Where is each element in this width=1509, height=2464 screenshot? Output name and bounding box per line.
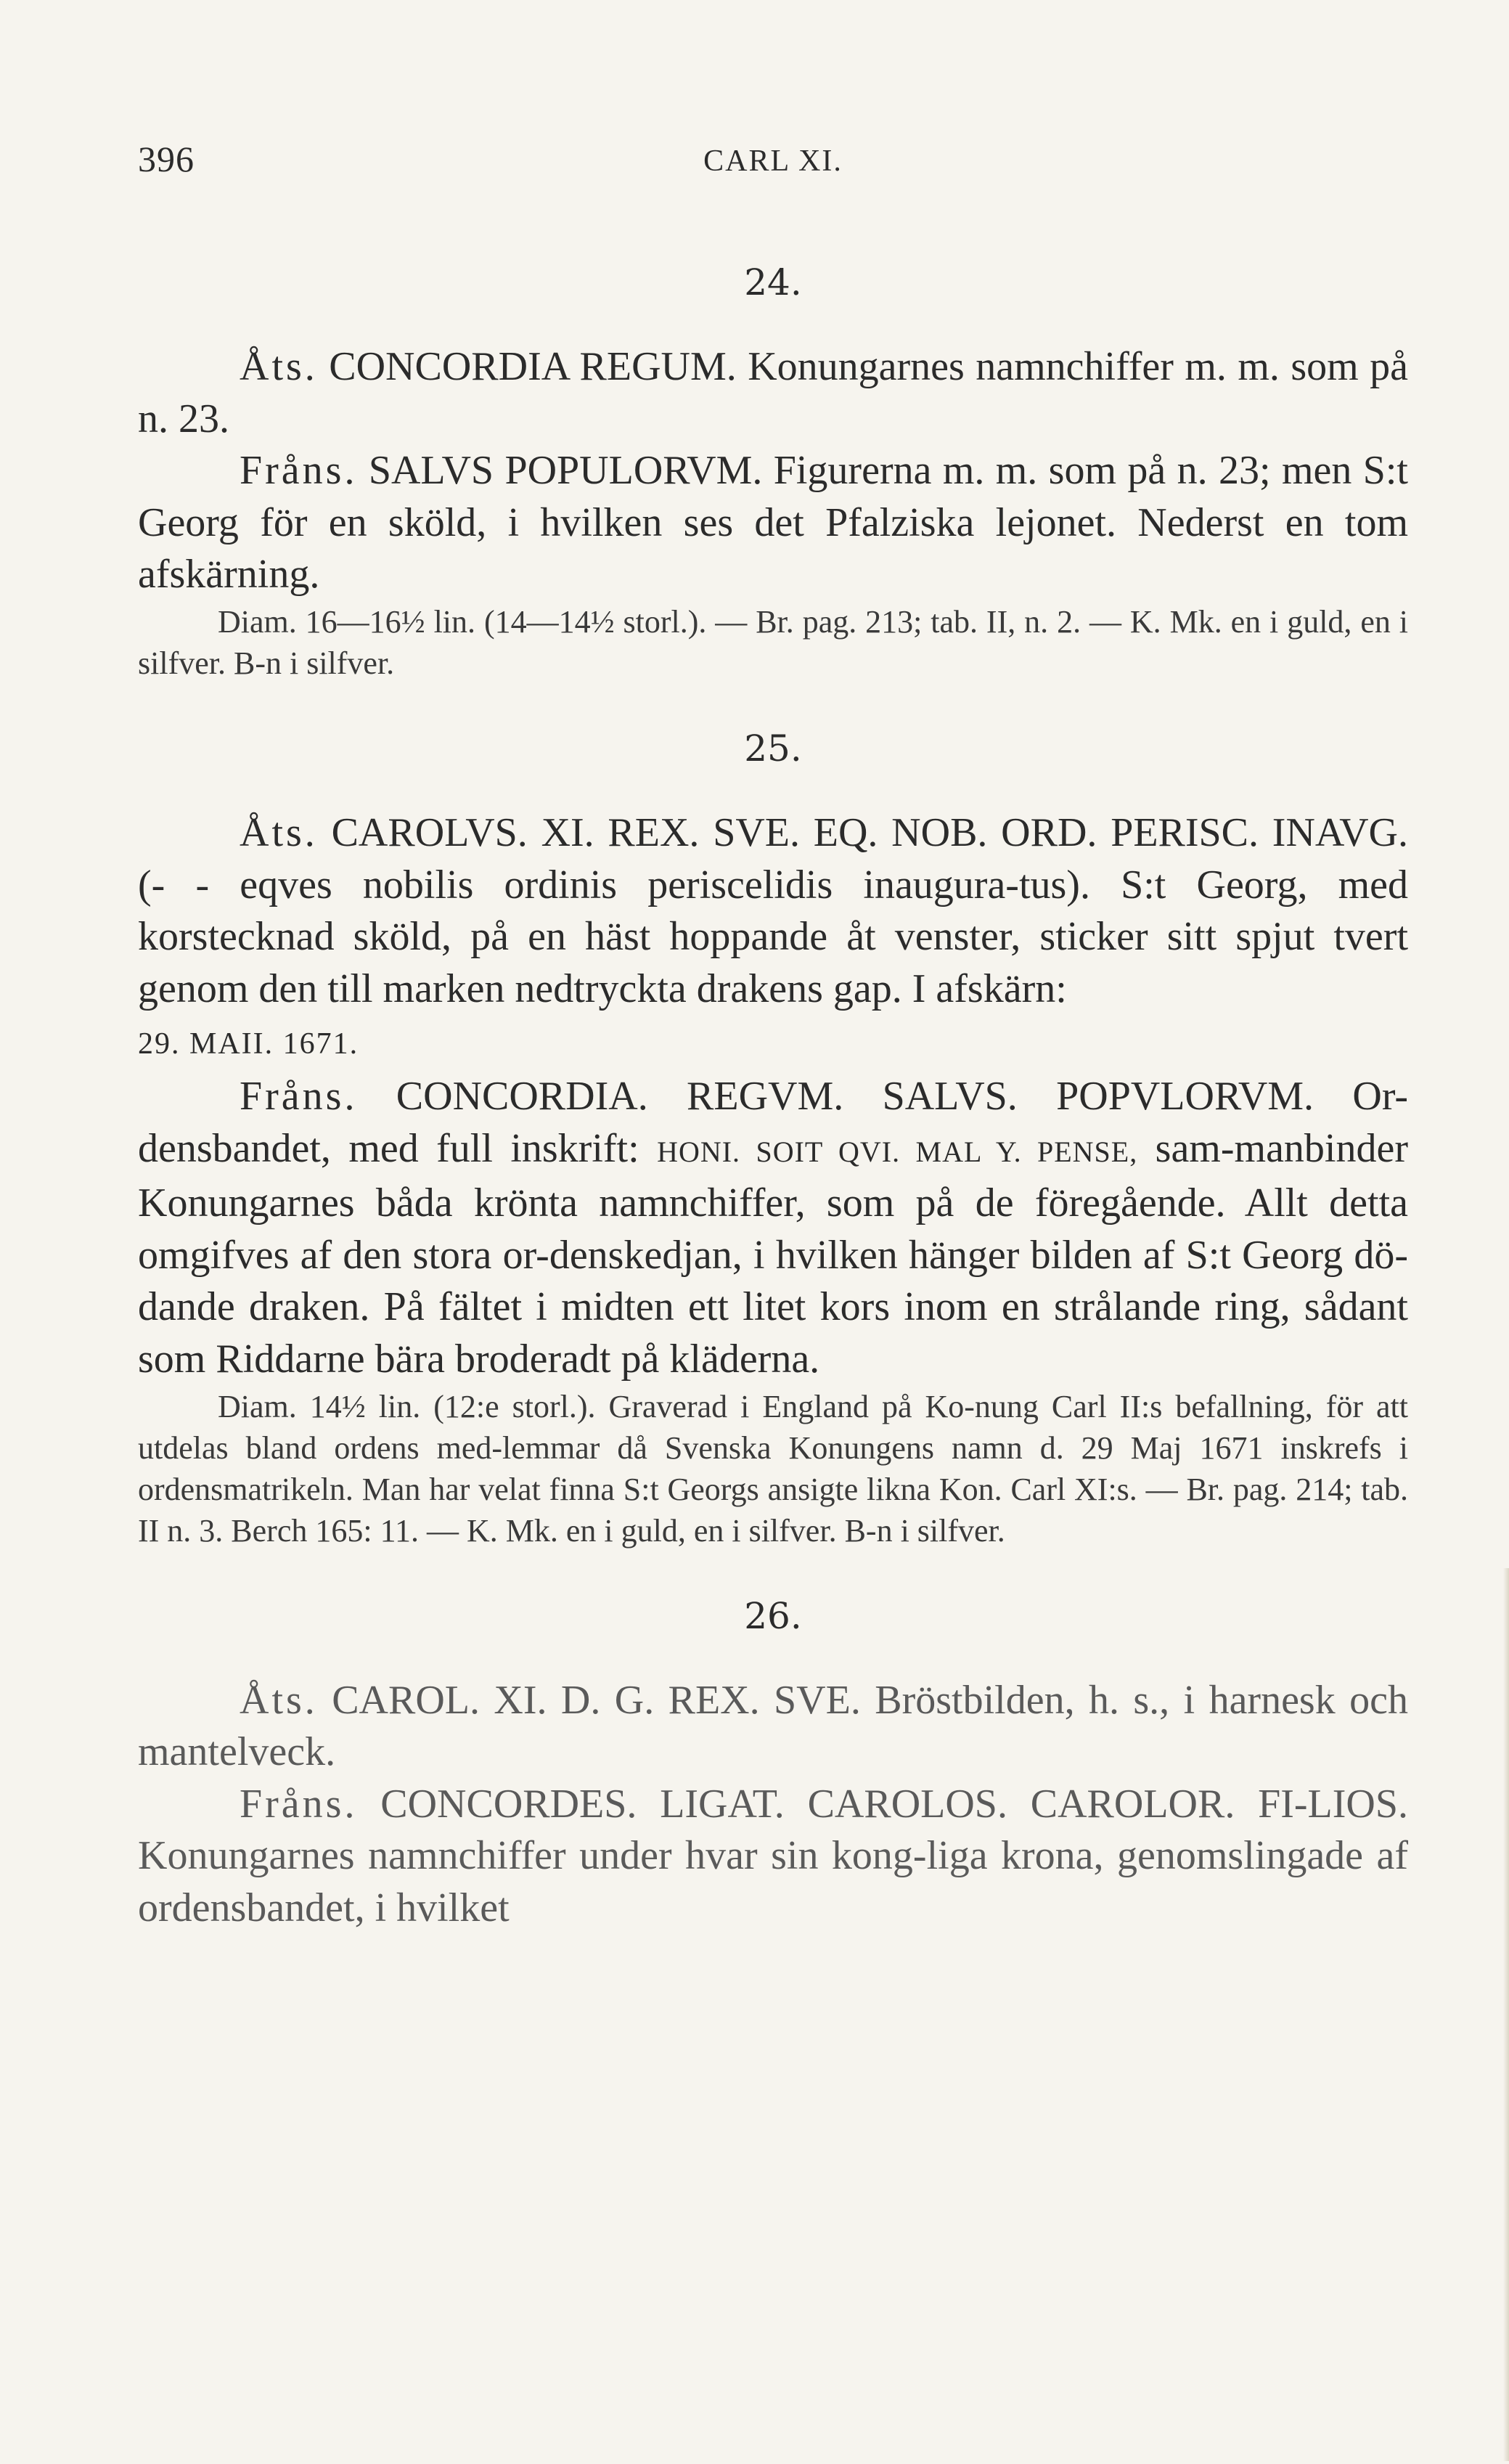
- entry-24: [138, 261, 1408, 684]
- reverse-label: Fråns.: [240, 1073, 358, 1119]
- reverse-text: CONCORDIA. REGVM. SALVS. POPVLORVM. Or-densbandet, med full inskrift:: [138, 1073, 1408, 1171]
- obverse-text: CAROL. XI. D. G. REX. SVE. Bröstbilden, h. s., i harnesk och mantelveck.: [138, 1677, 1408, 1775]
- page-edge-shadow: [1503, 1568, 1509, 2461]
- obverse-text: CAROLVS. XI. REX. SVE. EQ. NOB. ORD. PERISC. INAVG. (- - eqves nobilis ordinis periscelidis inaugura-tus). S:t Georg, med korstecknad sköld, på en häst hoppande åt venster, sticker sitt spjut tvert genom den till marken nedtryckta drakens gap. I afskärn:: [138, 809, 1408, 1011]
- reverse-paragraph: [138, 445, 1408, 601]
- reverse-label: Fråns.: [240, 448, 358, 494]
- entry-26: [138, 1595, 1408, 1935]
- entry-number: 26.: [744, 1594, 802, 1637]
- reverse-paragraph: [138, 1779, 1408, 1935]
- obverse-label: Åts.: [240, 344, 318, 389]
- exergue-date: 29. MAII. 1671.: [138, 1027, 359, 1061]
- page-header: [138, 138, 1408, 189]
- reverse-text-cont: sam-manbinder Konungarnes båda krönta namnchiffer, som på de föregående. Allt detta omgifves af den stora or-denskedjan, i hvilken hänger bilden af S:t Georg dö-dande draken. På fältet i midten ett litet kors inom en strålande ring, sådant som Riddarne bära broderadt på kläderna.: [138, 1125, 1408, 1382]
- obverse-text: CONCORDIA REGUM. Konungarnes namnchiffer m. m. som på n. 23.: [138, 344, 1408, 441]
- reverse-text: SALVS POPULORVM. Figurerna m. m. som på n. 23; men S:t Georg för en sköld, i hvilken ses det Pfalziska lejonet. Nederst en tom afskärning.: [138, 448, 1408, 597]
- reverse-paragraph: [138, 1071, 1408, 1386]
- page-number: 396: [138, 139, 195, 179]
- entry-notes: Diam. 16—16½ lin. (14—14½ storl.). — Br. pag. 213; tab. II, n. 2. — K. Mk. en i guld, en i silfver. B-n i silfver.: [138, 603, 1408, 681]
- obverse-label: Åts.: [240, 1677, 318, 1723]
- garter-motto: HONI. SOIT QVI. MAL Y. PENSE,: [657, 1135, 1138, 1168]
- book-page: [138, 138, 1408, 1934]
- entry-number: 24.: [744, 261, 802, 303]
- entry-number: 25.: [744, 727, 802, 770]
- reverse-text: CONCORDES. LIGAT. CAROLOS. CAROLOR. FI-LIOS. Konungarnes namnchiffer under hvar sin kong-liga krona, genomslingade af ordensbandet, i hvilket: [138, 1781, 1408, 1930]
- entry-25: [138, 727, 1408, 1551]
- running-title: CARL XI.: [703, 144, 843, 178]
- obverse-label: Åts.: [240, 809, 318, 855]
- entry-notes: Diam. 14½ lin. (12:e storl.). Graverad i England på Ko-nung Carl II:s befallning, för att utdelas bland ordens med-lemmar då Svenska Konungens namn d. 29 Maj 1671 inskrefs i ordensmatrikeln. Man har velat finna S:t Georgs ansigte likna Kon. Carl XI:s. — Br. pag. 214; tab. II n. 3. Berch 165: 11. — K. Mk. en i guld, en i silfver. B-n i silfver.: [138, 1388, 1408, 1549]
- reverse-label: Fråns.: [240, 1781, 358, 1827]
- obverse-paragraph: [138, 1675, 1408, 1779]
- obverse-paragraph: [138, 341, 1408, 445]
- obverse-paragraph: [138, 807, 1408, 1071]
